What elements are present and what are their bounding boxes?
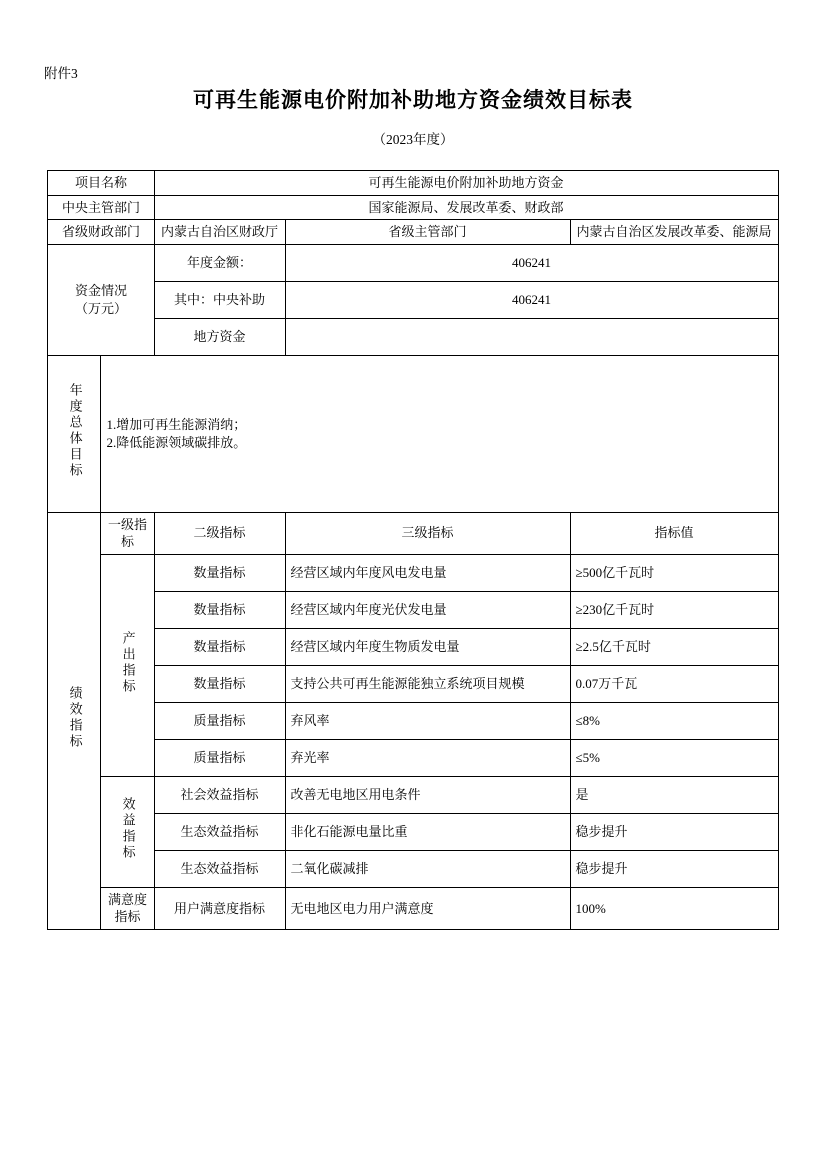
table-row bbox=[48, 665, 778, 702]
group-label-output: 产出指标 bbox=[101, 554, 154, 776]
funding-label-line2: （万元） bbox=[74, 300, 127, 316]
indicator-level2: 用户满意度指标 bbox=[154, 887, 285, 929]
table-row bbox=[48, 776, 778, 813]
project-name-label: 项目名称 bbox=[48, 171, 154, 196]
funding-row-value: 406241 bbox=[285, 281, 778, 318]
indicator-value: 稳步提升 bbox=[570, 813, 778, 850]
group-label-benefit: 效益指标 bbox=[101, 776, 154, 887]
table-row bbox=[48, 318, 778, 355]
indicator-level2: 质量指标 bbox=[154, 739, 285, 776]
indicator-level3: 弃风率 bbox=[285, 702, 570, 739]
provincial-finance-value: 内蒙古自治区财政厅 bbox=[154, 220, 285, 245]
indicator-level3: 经营区域内年度光伏发电量 bbox=[285, 591, 570, 628]
annual-goal-line-2: 2.降低能源领域碳排放。 bbox=[106, 434, 247, 450]
indicator-value: ≤8% bbox=[570, 702, 778, 739]
table-row bbox=[48, 512, 778, 554]
table-row bbox=[48, 281, 778, 318]
indicator-level3: 无电地区电力用户满意度 bbox=[285, 887, 570, 929]
table-row bbox=[48, 171, 778, 196]
column-header-value: 指标值 bbox=[570, 512, 778, 554]
indicator-level3: 改善无电地区用电条件 bbox=[285, 776, 570, 813]
funding-row-value bbox=[285, 318, 778, 355]
funding-label bbox=[48, 244, 154, 355]
attachment-label: 附件3 bbox=[44, 66, 78, 81]
indicator-level3: 经营区域内年度生物质发电量 bbox=[285, 628, 570, 665]
funding-label-line1: 资金情况 bbox=[74, 283, 127, 299]
provincial-dept-label: 省级主管部门 bbox=[285, 220, 570, 245]
indicator-level2: 数量指标 bbox=[154, 665, 285, 702]
indicator-value: 0.07万千瓦 bbox=[570, 665, 778, 702]
central-dept-label: 中央主管部门 bbox=[48, 195, 154, 220]
table-row bbox=[48, 739, 778, 776]
table-row bbox=[48, 813, 778, 850]
table-row bbox=[48, 591, 778, 628]
column-header-level3: 三级指标 bbox=[285, 512, 570, 554]
indicator-value: 稳步提升 bbox=[570, 850, 778, 887]
project-name-value: 可再生能源电价附加补助地方资金 bbox=[154, 171, 778, 196]
annual-goal-content bbox=[101, 355, 778, 512]
indicator-level2: 数量指标 bbox=[154, 591, 285, 628]
indicator-value: 是 bbox=[570, 776, 778, 813]
annual-goal-label: 年度总体目标 bbox=[48, 355, 101, 512]
indicator-level2: 数量指标 bbox=[154, 628, 285, 665]
performance-target-table bbox=[47, 170, 778, 930]
table-row bbox=[48, 554, 778, 591]
indicator-level3: 经营区域内年度风电发电量 bbox=[285, 554, 570, 591]
table-row bbox=[48, 355, 778, 512]
indicator-value: ≥2.5亿千瓦时 bbox=[570, 628, 778, 665]
column-header-level1: 一级指标 bbox=[101, 512, 154, 554]
table-row bbox=[48, 220, 778, 245]
column-header-level2: 二级指标 bbox=[154, 512, 285, 554]
table-row bbox=[48, 195, 778, 220]
annual-goal-line-1: 1.增加可再生能源消纳； bbox=[106, 417, 247, 433]
page-title: 可再生能源电价附加补助地方资金绩效目标表 bbox=[193, 88, 633, 112]
indicator-level3: 弃光率 bbox=[285, 739, 570, 776]
table-row bbox=[48, 702, 778, 739]
page-subtitle: （2023年度） bbox=[372, 132, 454, 147]
performance-label: 绩效指标 bbox=[48, 512, 101, 929]
indicator-level2: 社会效益指标 bbox=[154, 776, 285, 813]
indicator-value: ≤5% bbox=[570, 739, 778, 776]
central-dept-value: 国家能源局、发展改革委、财政部 bbox=[154, 195, 778, 220]
table-row bbox=[48, 244, 778, 281]
indicator-level3: 非化石能源电量比重 bbox=[285, 813, 570, 850]
funding-row-name: 其中：中央补助 bbox=[154, 281, 285, 318]
table-row bbox=[48, 850, 778, 887]
indicator-level3: 支持公共可再生能源能独立系统项目规模 bbox=[285, 665, 570, 702]
indicator-level2: 生态效益指标 bbox=[154, 850, 285, 887]
indicator-level2: 数量指标 bbox=[154, 554, 285, 591]
funding-row-value: 406241 bbox=[285, 244, 778, 281]
provincial-dept-value: 内蒙古自治区发展改革委、能源局 bbox=[570, 220, 778, 245]
indicator-level3: 二氧化碳减排 bbox=[285, 850, 570, 887]
indicator-level2: 质量指标 bbox=[154, 702, 285, 739]
group-label-satisfaction: 满意度指标 bbox=[101, 887, 154, 929]
table-row bbox=[48, 628, 778, 665]
funding-row-name: 地方资金 bbox=[154, 318, 285, 355]
indicator-value: ≥230亿千瓦时 bbox=[570, 591, 778, 628]
funding-row-name: 年度金额： bbox=[154, 244, 285, 281]
indicator-value: 100% bbox=[570, 887, 778, 929]
indicator-level2: 生态效益指标 bbox=[154, 813, 285, 850]
table-row bbox=[48, 887, 778, 929]
indicator-value: ≥500亿千瓦时 bbox=[570, 554, 778, 591]
provincial-finance-label: 省级财政部门 bbox=[48, 220, 154, 245]
